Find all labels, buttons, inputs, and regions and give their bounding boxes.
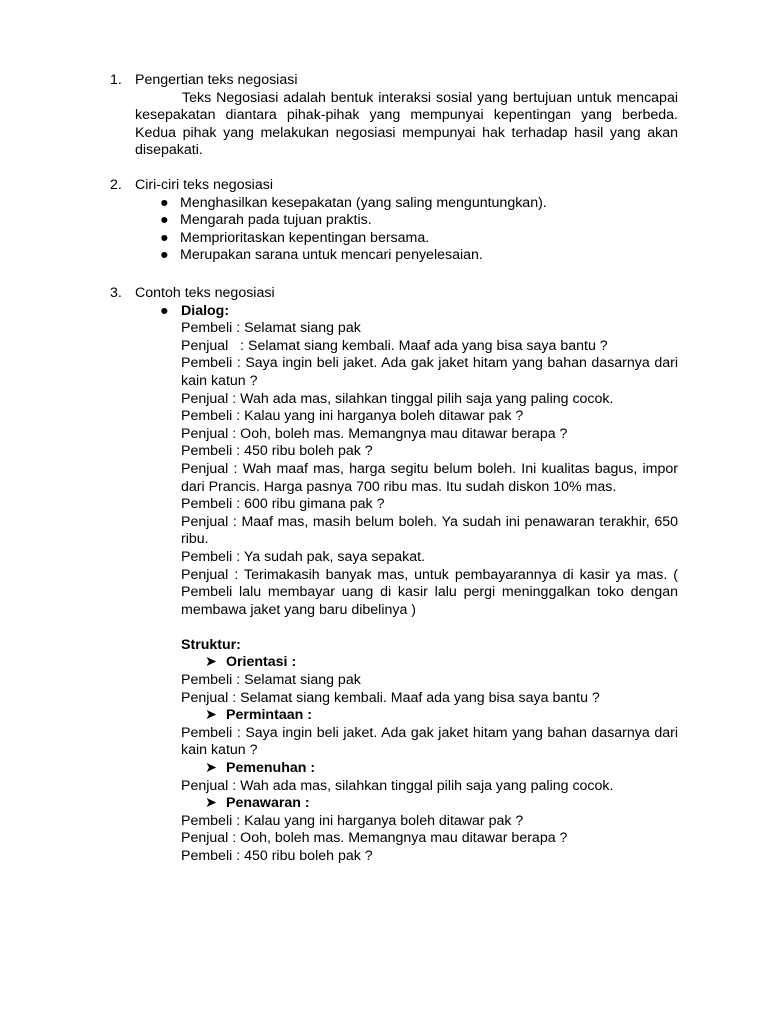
structure-line: Penjual : Ooh, boleh mas. Memangnya mau ditawar berapa ?	[181, 830, 568, 847]
definition-text: Teks Negosiasi adalah bentuk interaksi sosial yang bertujuan untuk mencapai kesepakatan diantara pihak-pihak yang mempunyai kepentingan yang berbeda. Kedua pihak yang melakukan negosiasi mempunyai hak terhadap hasil yang akan disepakati.	[135, 89, 678, 159]
arrow-bullet-icon: ➤	[205, 707, 217, 724]
dialog-line: Penjual : Wah ada mas, silahkan tinggal pilih saja yang paling cocok.	[181, 390, 614, 407]
dialog-line: Pembeli : Saya ingin beli jaket. Ada gak jaket hitam yang bahan dasarnya dari kain katun ?	[181, 355, 678, 389]
structure-part-title: ➤ Penawaran :	[205, 795, 310, 812]
structure-line: Pembeli : Saya ingin beli jaket. Ada gak jaket hitam yang bahan dasarnya dari kain katun ?	[181, 724, 678, 759]
bullet-icon: ●	[160, 247, 169, 264]
dialog-line: Penjual : Terimakasih banyak mas, untuk pembayarannya di kasir ya mas. ( Pembeli lalu membayar uang di kasir lalu pergi meninggalkan toko dengan membawa jaket yang baru dibelinya )	[181, 566, 678, 618]
dialog-line: Pembeli : Kalau yang ini harganya boleh ditawar pak ?	[181, 408, 524, 425]
structure-line: Pembeli : 450 ribu boleh pak ?	[181, 848, 373, 864]
dialog-line: Penjual : Ooh, boleh mas. Memangnya mau ditawar berapa ?	[181, 425, 568, 442]
dialog-line: Penjual : Selamat siang kembali. Maaf ada yang bisa saya bantu ?	[181, 337, 608, 354]
structure-line: Penjual : Wah ada mas, silahkan tinggal pilih saja yang paling cocok.	[181, 777, 614, 794]
dialog-line: Penjual : Maaf mas, masih belum boleh. Ya sudah ini penawaran terakhir, 650 ribu.	[181, 513, 678, 548]
bullet-icon: ●	[160, 302, 169, 319]
list-item: ● Merupakan sarana untuk mencari penyelesaian.	[160, 247, 483, 264]
bullet-icon: ●	[160, 229, 169, 246]
characteristics-list	[110, 195, 678, 265]
dialog-line: Penjual : Wah maaf mas, harga segitu belum boleh. Ini kualitas bagus, impor dari Prancis. Harga pasnya 700 ribu mas. Itu sudah diskon 10% mas.	[181, 460, 678, 495]
arrow-bullet-icon: ➤	[205, 654, 217, 671]
section-number: 2.	[110, 177, 122, 193]
dialog-line: Pembeli : 450 ribu boleh pak ?	[181, 443, 373, 460]
structure-part-title: ➤ Permintaan :	[205, 707, 312, 724]
structure-line: Penjual : Selamat siang kembali. Maaf ada yang bisa saya bantu ?	[181, 689, 600, 706]
dialog-line: Pembeli : Ya sudah pak, saya sepakat.	[181, 548, 425, 565]
definition-paragraph	[135, 90, 678, 160]
example-body	[160, 302, 678, 866]
structure-part-title: ➤ Orientasi :	[205, 654, 297, 671]
section-definition	[110, 72, 678, 160]
section-number: 3.	[110, 285, 122, 301]
structure-line: Pembeli : Selamat siang pak	[181, 672, 361, 689]
structure-line: Pembeli : Kalau yang ini harganya boleh ditawar pak ?	[181, 812, 524, 829]
arrow-bullet-icon: ➤	[205, 795, 217, 812]
dialog-heading: ● Dialog:	[160, 302, 230, 319]
section-heading: Contoh teks negosiasi	[135, 285, 275, 301]
bullet-icon: ●	[160, 194, 169, 211]
structure-heading: Struktur:	[181, 636, 241, 653]
arrow-bullet-icon: ➤	[205, 760, 217, 777]
section-characteristics	[110, 177, 678, 265]
list-item: ● Menghasilkan kesepakatan (yang saling menguntungkan).	[160, 194, 547, 211]
section-heading: Pengertian teks negosiasi	[135, 72, 298, 88]
dialog-line: Pembeli : 600 ribu gimana pak ?	[181, 496, 385, 513]
list-item: ● Memprioritaskan kepentingan bersama.	[160, 229, 430, 246]
section-example	[110, 285, 678, 866]
bullet-icon: ●	[160, 212, 169, 229]
section-heading: Ciri-ciri teks negosiasi	[135, 177, 273, 193]
structure-part-title: ➤ Pemenuhan :	[205, 760, 316, 777]
section-number: 1.	[110, 72, 122, 88]
list-item: ● Mengarah pada tujuan praktis.	[160, 212, 372, 229]
dialog-line: Pembeli : Selamat siang pak	[181, 320, 361, 337]
